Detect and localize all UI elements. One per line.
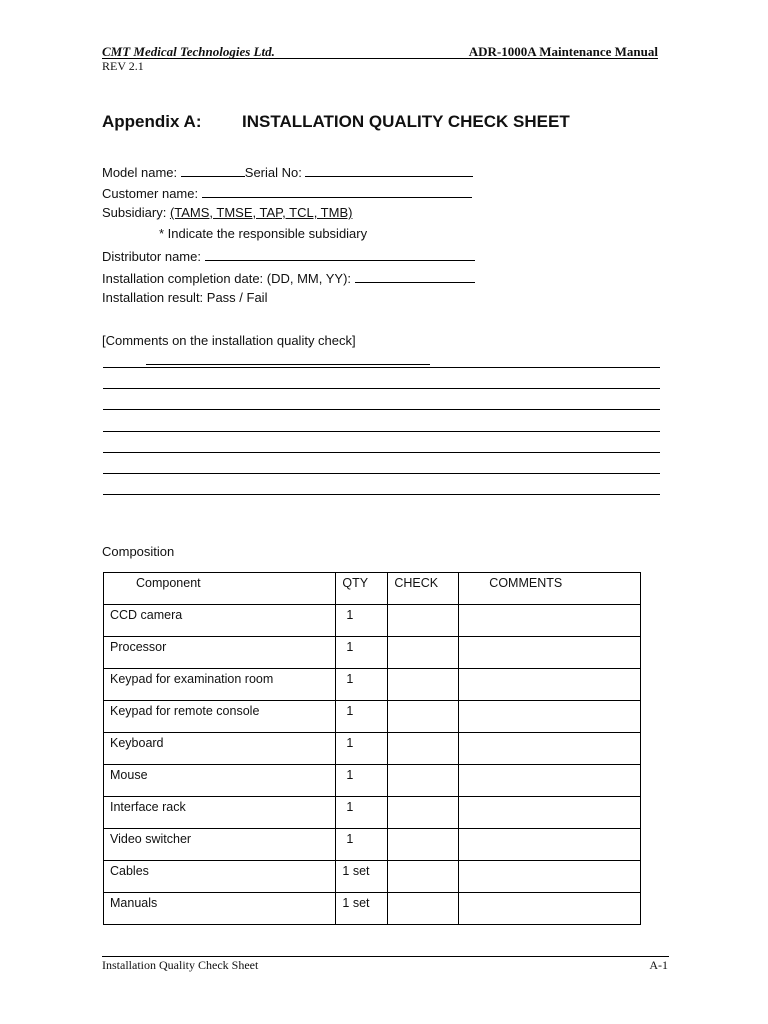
subsidiary-options[interactable]: (TAMS, TMSE, TAP, TCL, TMB)	[169, 205, 353, 220]
comment-line[interactable]	[103, 494, 660, 495]
header-revision: REV 2.1	[102, 59, 144, 73]
qty-cell: 1	[336, 829, 388, 861]
table-row	[104, 797, 641, 829]
qty-cell: 1	[336, 701, 388, 733]
serial-no-label: Serial No:	[244, 165, 302, 180]
qty-cell: 1 set	[336, 861, 388, 893]
table-header-row	[104, 573, 641, 605]
footer-divider	[102, 956, 669, 957]
composition-table	[103, 572, 641, 925]
qty-cell: 1	[336, 733, 388, 765]
appendix-label: Appendix A:	[102, 112, 202, 131]
check-cell[interactable]	[388, 861, 459, 893]
qty-cell: 1	[336, 765, 388, 797]
column-header-comments: COMMENTS	[459, 573, 641, 605]
qty-cell: 1	[336, 797, 388, 829]
distributor-name-field[interactable]	[205, 247, 475, 261]
comment-line[interactable]	[103, 367, 660, 368]
table-row	[104, 829, 641, 861]
comment-line[interactable]	[103, 388, 660, 389]
completion-date-label: Installation completion date: (DD, MM, YY):	[102, 271, 352, 286]
comment-line[interactable]	[103, 452, 660, 453]
comments-cell[interactable]	[459, 893, 641, 925]
qty-cell: 1	[336, 637, 388, 669]
component-cell: Keypad for remote console	[104, 701, 336, 733]
check-cell[interactable]	[388, 669, 459, 701]
customer-name-field[interactable]	[202, 184, 472, 198]
table-row	[104, 765, 641, 797]
column-header-check: CHECK	[388, 573, 459, 605]
column-header-qty: QTY	[336, 573, 388, 605]
comments-cell[interactable]	[459, 669, 641, 701]
model-name-field[interactable]	[181, 163, 245, 177]
subsidiary-row	[102, 205, 352, 220]
check-cell[interactable]	[388, 733, 459, 765]
qty-cell: 1	[336, 669, 388, 701]
table-row	[104, 605, 641, 637]
comments-cell[interactable]	[459, 605, 641, 637]
table-row	[104, 669, 641, 701]
check-cell[interactable]	[388, 765, 459, 797]
table-row	[104, 733, 641, 765]
check-cell[interactable]	[388, 605, 459, 637]
comments-cell[interactable]	[459, 861, 641, 893]
comments-cell[interactable]	[459, 637, 641, 669]
comment-line[interactable]	[103, 409, 660, 410]
qty-cell: 1 set	[336, 893, 388, 925]
comment-line[interactable]	[103, 431, 660, 432]
component-cell: Manuals	[104, 893, 336, 925]
page-number: A-1	[649, 958, 668, 972]
check-cell[interactable]	[388, 797, 459, 829]
column-header-component: Component	[104, 573, 336, 605]
header-divider	[102, 58, 658, 59]
check-cell[interactable]	[388, 637, 459, 669]
check-cell[interactable]	[388, 701, 459, 733]
composition-label: Composition	[102, 544, 175, 559]
qty-cell: 1	[336, 605, 388, 637]
customer-name-label: Customer name:	[102, 186, 199, 201]
component-cell: Keypad for examination room	[104, 669, 336, 701]
comment-line[interactable]	[103, 473, 660, 474]
table-row	[104, 637, 641, 669]
footer-title: Installation Quality Check Sheet	[102, 958, 259, 972]
table-row	[104, 701, 641, 733]
comments-cell[interactable]	[459, 797, 641, 829]
table-row	[104, 861, 641, 893]
component-cell: Interface rack	[104, 797, 336, 829]
component-cell: Processor	[104, 637, 336, 669]
header-company: CMT Medical Technologies Ltd.	[102, 44, 275, 59]
table-row	[104, 893, 641, 925]
subsidiary-note: * Indicate the responsible subsidiary	[159, 226, 368, 241]
component-cell: Keyboard	[104, 733, 336, 765]
model-serial-row	[102, 163, 473, 180]
completion-date-field[interactable]	[355, 269, 475, 283]
comments-cell[interactable]	[459, 765, 641, 797]
serial-no-field[interactable]	[305, 163, 473, 177]
component-cell: Video switcher	[104, 829, 336, 861]
comments-cell[interactable]	[459, 733, 641, 765]
check-cell[interactable]	[388, 893, 459, 925]
distributor-row	[102, 247, 475, 264]
subsidiary-label: Subsidiary:	[102, 205, 167, 220]
check-cell[interactable]	[388, 829, 459, 861]
comments-cell[interactable]	[459, 701, 641, 733]
installation-result[interactable]: Installation result: Pass / Fail	[102, 290, 268, 305]
component-cell: Mouse	[104, 765, 336, 797]
completion-date-row	[102, 269, 475, 286]
component-cell: CCD camera	[104, 605, 336, 637]
comment-line-overlay	[146, 364, 430, 365]
component-cell: Cables	[104, 861, 336, 893]
comments-cell[interactable]	[459, 829, 641, 861]
comments-label: [Comments on the installation quality check]	[102, 333, 356, 348]
customer-row	[102, 184, 472, 201]
header-manual-title: ADR-1000A Maintenance Manual	[468, 44, 658, 59]
model-name-label: Model name:	[102, 165, 178, 180]
page-title: INSTALLATION QUALITY CHECK SHEET	[242, 112, 570, 131]
distributor-name-label: Distributor name:	[102, 249, 201, 264]
